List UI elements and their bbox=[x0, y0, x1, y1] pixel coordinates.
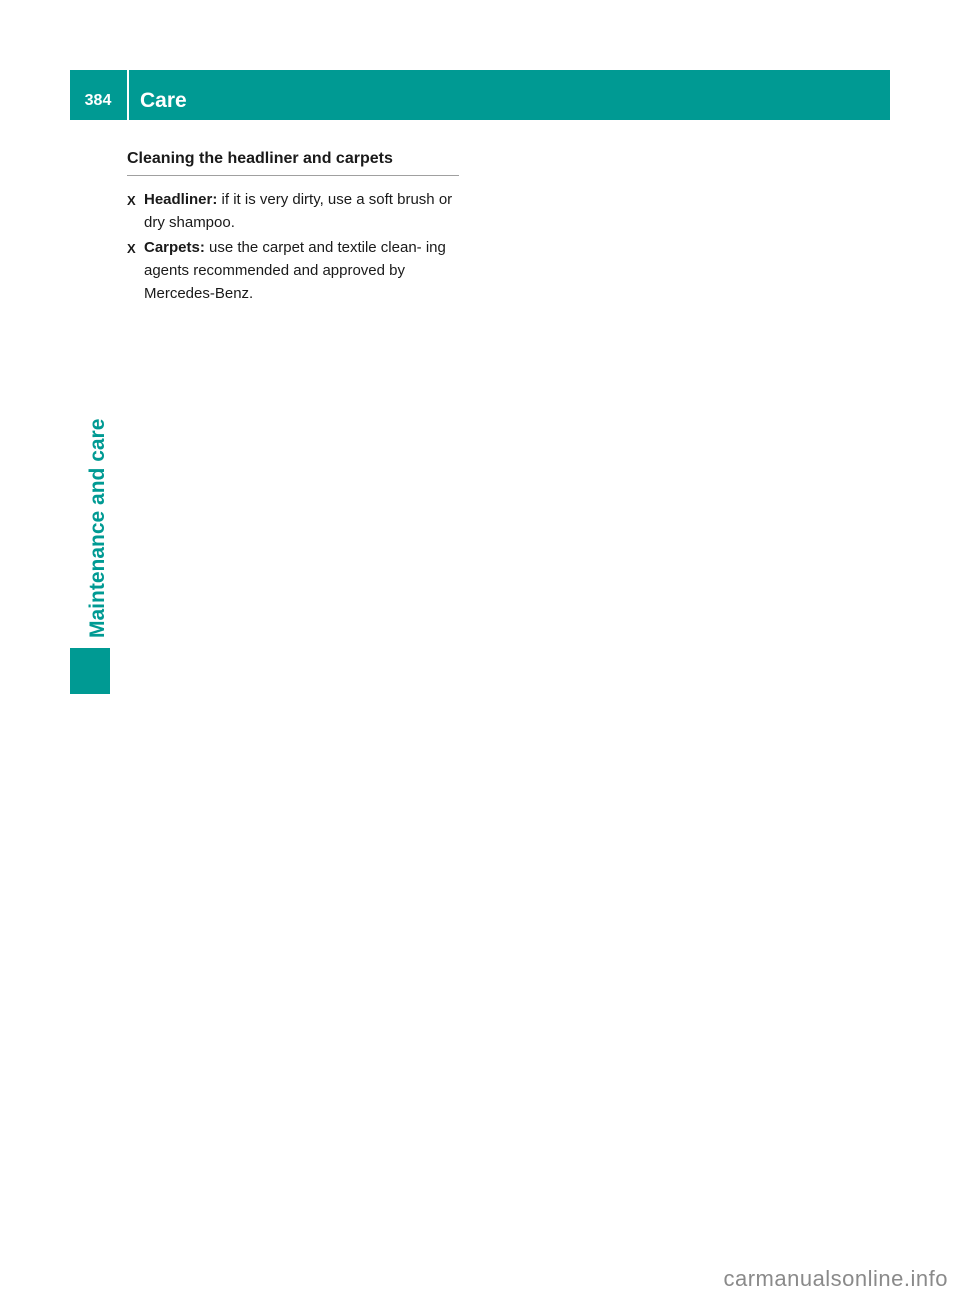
side-tab-label: Maintenance and care bbox=[86, 418, 109, 638]
content-column bbox=[127, 150, 459, 307]
arrow-right-icon: X bbox=[127, 193, 136, 208]
arrow-right-icon: X bbox=[127, 241, 136, 256]
page-header bbox=[70, 70, 890, 120]
item-text: if it is very dirty, use a soft brush or dry shampoo. bbox=[144, 191, 453, 231]
page-number: 384 bbox=[84, 92, 112, 109]
header-divider bbox=[127, 70, 129, 120]
item-term: Headliner: bbox=[144, 191, 218, 208]
instruction-list bbox=[127, 188, 459, 305]
list-item-carpets bbox=[127, 236, 459, 305]
watermark: carmanualsonline.info bbox=[723, 1266, 948, 1291]
item-text: use the carpet and textile clean- ing agents recommended and approved by Mercedes-Benz. bbox=[144, 239, 446, 302]
side-tab-marker bbox=[70, 648, 110, 694]
section-title: Care bbox=[140, 89, 187, 112]
item-term: Carpets: bbox=[144, 239, 205, 256]
section-heading: Cleaning the headliner and carpets bbox=[127, 150, 459, 176]
list-item-headliner bbox=[127, 188, 459, 234]
